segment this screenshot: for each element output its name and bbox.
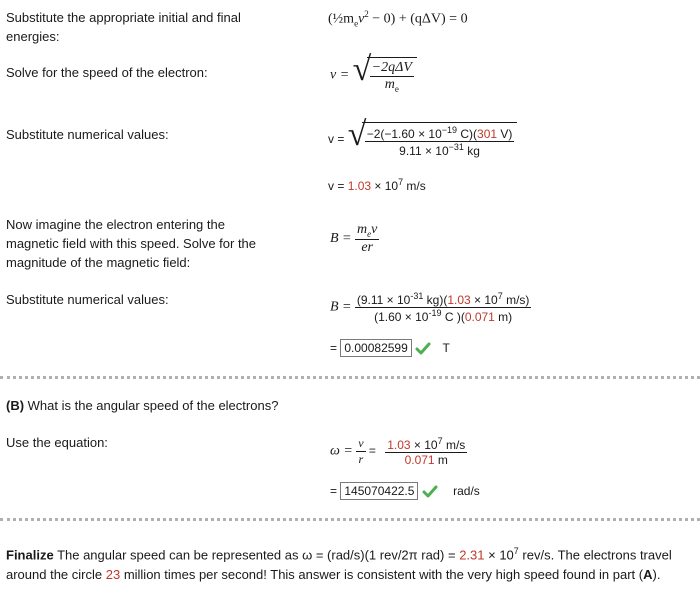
bfield-answer-row: = 0.00082599 T — [330, 341, 450, 355]
check-icon — [415, 342, 431, 356]
speed-substitution: v = √ $\frac{-2(-1.60 \times 10^{-19} C)(301 V)}{9.11 \times 10^{-31} kg}$ — [328, 122, 517, 158]
step-values1-label: Substitute numerical values: — [6, 127, 169, 142]
bfield-substitution: B = $\frac{(9.11 \times 10^{-31} kg)(1.03 \times 10^7 m/s)}{(1.60 \times 10^{-19} C )(0.071 m)}$ — [330, 291, 530, 324]
bfield-formula: B = $\frac{m_ev}{er}$ — [330, 222, 378, 255]
step-energies-label: Substitute the appropriate initial and final energies: — [6, 10, 241, 44]
part-b-question: (B) What is the angular speed of the electrons? — [6, 398, 279, 413]
bfield-answer-field[interactable]: 0.00082599 — [340, 339, 411, 357]
omega-answer-field[interactable]: 145070422.5 — [340, 482, 418, 500]
step-bfield-label: Now imagine the electron entering the magnetic field with this speed. Solve for the magnitude of the magnetic field: — [6, 217, 257, 270]
speed-formula: v = √ $\frac{\text{−2qΔV}}{m_e}$ — [330, 57, 417, 94]
bfield-unit: T — [442, 341, 450, 355]
energy-equation: $(\frac{1}{2}m_ev^2 - 0) + (q\Delta V) = 0$ — [328, 9, 468, 29]
speed-result: $v = 1.03 \times 10^7$ m/s — [328, 177, 426, 193]
section-divider — [0, 376, 700, 379]
step-speed-label: Solve for the speed of the electron: — [6, 65, 208, 80]
step-values2-label: Substitute numerical values: — [6, 292, 169, 307]
check-icon — [422, 485, 438, 499]
omega-equation: ω = $\frac{v}{r}$ = $\frac{1.03 \times 10^7 m/s}{0.071 m}$ — [330, 436, 466, 467]
section-divider — [0, 518, 700, 521]
omega-unit: rad/s — [453, 484, 480, 498]
omega-answer-row: = 145070422.5 rad/s — [330, 484, 480, 498]
finalize-paragraph: Finalize The angular speed can be represented as ω = (rad/s)(1 rev/2π $rad) = 2.31 \times 10^7$ rev/s. The electrons travel around the circle 23 million times per second! This answer is consistent with the very high speed found in part (A). — [6, 546, 672, 583]
use-equation-label: Use the equation: — [6, 435, 108, 450]
